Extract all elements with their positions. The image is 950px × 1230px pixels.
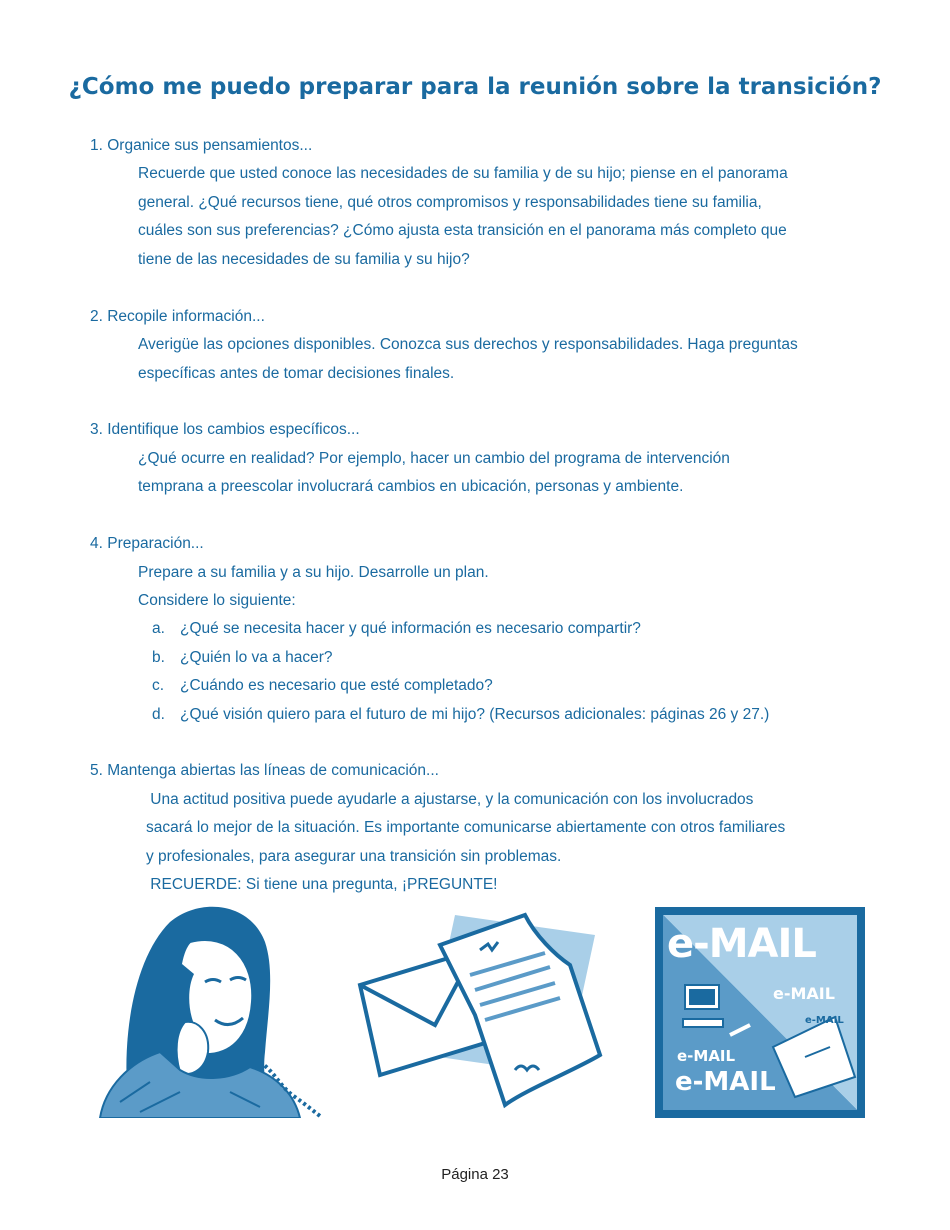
list-item-text: ¿Quién lo va a hacer? [180,649,333,666]
list-item-text: ¿Qué se necesita hacer y qué información es necesario compartir? [180,620,641,637]
email-text-mid: e-MAIL [773,984,835,1003]
email-illustration [655,907,865,1118]
letters-illustration [355,905,623,1115]
section-1-line: cuáles son sus preferencias? ¿Cómo ajusta esta transición en el panorama más completo que [138,222,787,239]
email-text-small: e-MAIL [805,1015,844,1026]
email-text-low1: e-MAIL [677,1047,736,1065]
list-item-letter: c. [152,677,165,694]
page-number: Página 23 [441,1166,509,1183]
section-3-line: temprana a preescolar involucrará cambios en ubicación, personas y ambiente. [138,478,684,495]
section-4-heading: 4. Preparación... [90,535,204,552]
email-text-low2: e-MAIL [675,1067,776,1097]
section-5-line: RECUERDE: Si tiene una pregunta, ¡PREGUNTE! [146,876,498,893]
section-5-line: Una actitud positiva puede ayudarle a ajustarse, y la comunicación con los involucrados [146,791,754,808]
section-2-heading: 2. Recopile información... [90,308,265,325]
section-1-line: Recuerde que usted conoce las necesidades de su familia y de su hijo; piense en el panorama [138,165,788,182]
section-2-line: específicas antes de tomar decisiones finales. [138,365,455,382]
section-5-heading: 5. Mantenga abiertas las líneas de comunicación... [90,762,439,779]
list-item-letter: b. [152,649,165,666]
section-4-line: Considere lo siguiente: [138,592,296,609]
section-4-line: Prepare a su familia y a su hijo. Desarrolle un plan. [138,564,489,581]
list-item-letter: a. [152,620,165,637]
email-text-big: e-MAIL [667,921,816,967]
section-2-line: Averigüe las opciones disponibles. Conozca sus derechos y responsabilidades. Haga preguntas [138,336,798,353]
section-5-line: y profesionales, para asegurar una transición sin problemas. [146,848,562,865]
list-item-text: ¿Cuándo es necesario que esté completado? [180,677,493,694]
section-5-line: sacará lo mejor de la situación. Es importante comunicarse abiertamente con otros familiares [146,819,786,836]
list-item-text: ¿Qué visión quiero para el futuro de mi hijo? (Recursos adicionales: páginas 26 y 27.) [180,706,770,723]
section-3-heading: 3. Identifique los cambios específicos... [90,421,360,438]
section-3-line: ¿Qué ocurre en realidad? Por ejemplo, hacer un cambio del programa de intervención [138,450,730,467]
section-1-line: tiene de las necesidades de su familia y su hijo? [138,251,470,268]
page-title: ¿Cómo me puedo preparar para la reunión sobre la transición? [68,74,882,100]
woman-phone-illustration [90,902,322,1118]
section-1-line: general. ¿Qué recursos tiene, qué otros compromisos y responsabilidades tiene su familia, [138,194,762,211]
list-item-letter: d. [152,706,165,723]
section-1-heading: 1. Organice sus pensamientos... [90,137,313,154]
